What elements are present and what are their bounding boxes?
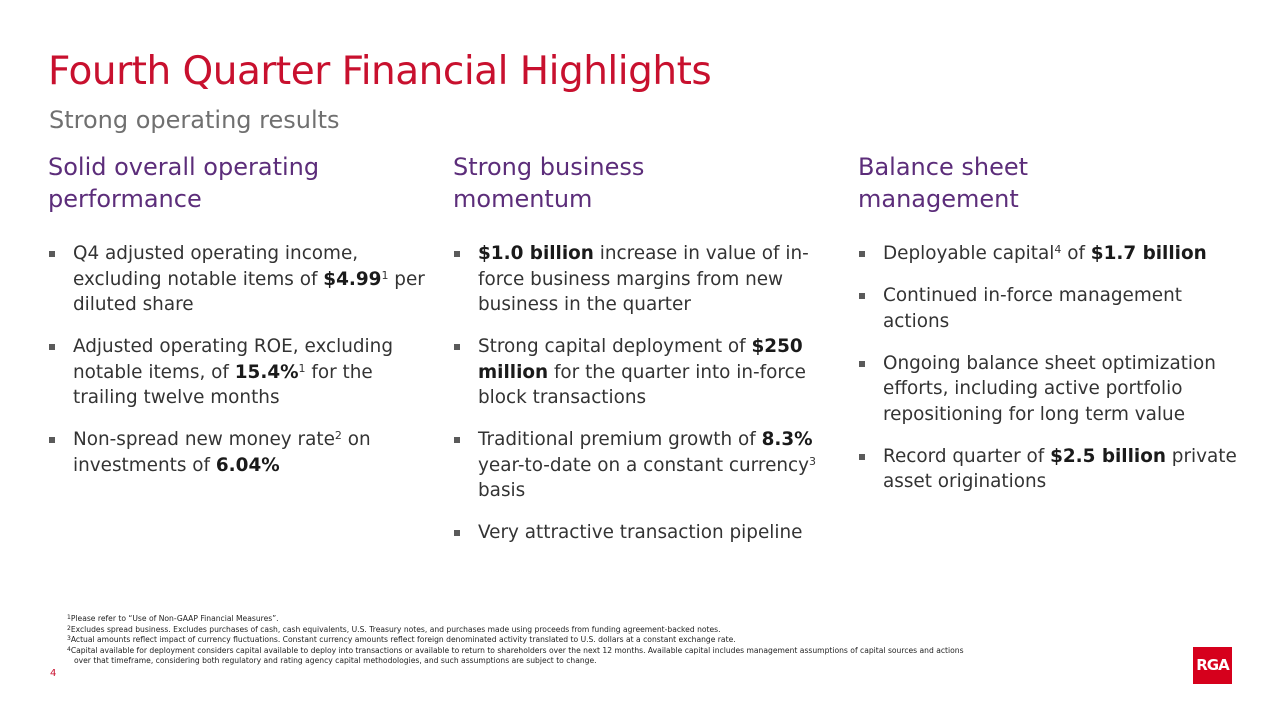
bullet-text: Very attractive transaction pipeline [478,522,803,543]
footnote-marker: 4 [1054,243,1062,256]
bullet-text: basis [478,480,526,501]
bullet-text: Record quarter of [883,445,1051,467]
bullet-item [858,351,1238,428]
bullet-text: of [1061,243,1091,264]
bullet-highlight: $1.7 billion [1090,243,1207,264]
bullet-text: for the quarter into in-force block transactions [478,361,806,408]
bullet-text: year-to-date on a constant currency [478,454,810,476]
page-number: 4 [50,668,57,679]
bullet-item [453,241,831,318]
bullet-item [858,283,1238,334]
bullet-item [453,520,831,546]
bullet-text: Non-spread new money rate [73,429,335,450]
bullet-text: for the trailing twelve months [73,361,373,408]
footnote-line [67,625,964,636]
bullet-text: Ongoing balance sheet optimization efforts, including active portfolio repositioning for long term value [883,352,1216,425]
column-heading: Solid overall operating performance [48,153,320,213]
footnote-marker: 2 [334,429,342,442]
bullet-highlight: 6.04% [215,454,280,476]
footnote-marker: 1 [381,268,389,282]
bullet-text: Adjusted operating ROE, excluding notable items, of [73,336,393,383]
bullet-highlight: $1.0 billion [478,243,594,264]
bullet-list [48,241,428,478]
footnote-number: 4 [67,645,71,653]
bullet-list [453,241,831,546]
bullet-text: Continued in-force management actions [883,285,1182,332]
bullet-highlight: 8.3% [761,429,813,450]
bullet-item [453,334,831,411]
footnote-marker: 1 [298,361,306,375]
bullet-text: Traditional premium growth of [478,429,762,450]
bullet-item [48,427,428,478]
bullet-highlight: $250 million [478,336,803,383]
footnote-line [67,646,964,657]
bullet-text: Q4 adjusted operating income, excluding notable items of [73,243,359,290]
footnote-line [67,614,964,625]
column-balance-sheet [858,151,1238,511]
footnote-text: Please refer to “Use of Non-GAAP Financial Measures”. [70,614,279,623]
bullet-list [858,241,1238,495]
footnote-line [67,635,964,646]
bullet-item [453,427,831,504]
bullet-text: on investments of [73,429,371,476]
column-business-momentum [453,151,831,562]
bullet-item [858,444,1238,495]
footnote-line [67,656,964,667]
rga-logo: RGA [1193,647,1232,684]
footnote-text: Capital available for deployment considers capital available to deploy into transactions or available to return to shareholders over the next 12 months. Available capital includes management assumptions of capital sources and actions [70,645,964,655]
bullet-highlight: $4.99 [323,268,382,290]
column-operating-performance [48,151,428,495]
bullet-text: per diluted share [73,268,425,315]
footnote-text: Excludes spread business. Excludes purchases of cash, cash equivalents, U.S. Treasury notes, and purchases made using proceeds from funding agreement-backed notes. [70,624,721,634]
footnote-marker: 3 [809,454,817,468]
bullet-text: Strong capital deployment of [478,336,752,357]
column-heading: Strong business momentum [453,153,645,213]
footnote-number: 3 [67,635,71,643]
slide-title: Fourth Quarter Financial Highlights [48,49,712,94]
bullet-highlight: 15.4% [234,361,299,383]
bullet-highlight: $2.5 billion [1050,445,1166,467]
bullet-text: Deployable capital [883,243,1055,264]
footnote-number: 2 [67,624,71,632]
bullet-text: increase in value of in-force business margins from new business in the quarter [478,243,809,315]
footnote-number: 1 [67,614,71,621]
bullet-item [48,241,428,318]
footnote-text: over that timeframe, considering both regulatory and rating agency capital methodologies, and such assumptions are subject to change. [74,656,597,666]
bullet-text: private asset originations [883,445,1237,492]
bullet-item [48,334,428,411]
bullet-item [858,241,1238,267]
column-heading: Balance sheet management [858,153,1029,213]
slide-subtitle: Strong operating results [49,106,340,134]
footnote-text: Actual amounts reflect impact of currency fluctuations. Constant currency amounts reflect foreign denominated activity translated to U.S. dollars at a constant exchange rate. [70,635,736,645]
footnotes [67,614,964,667]
